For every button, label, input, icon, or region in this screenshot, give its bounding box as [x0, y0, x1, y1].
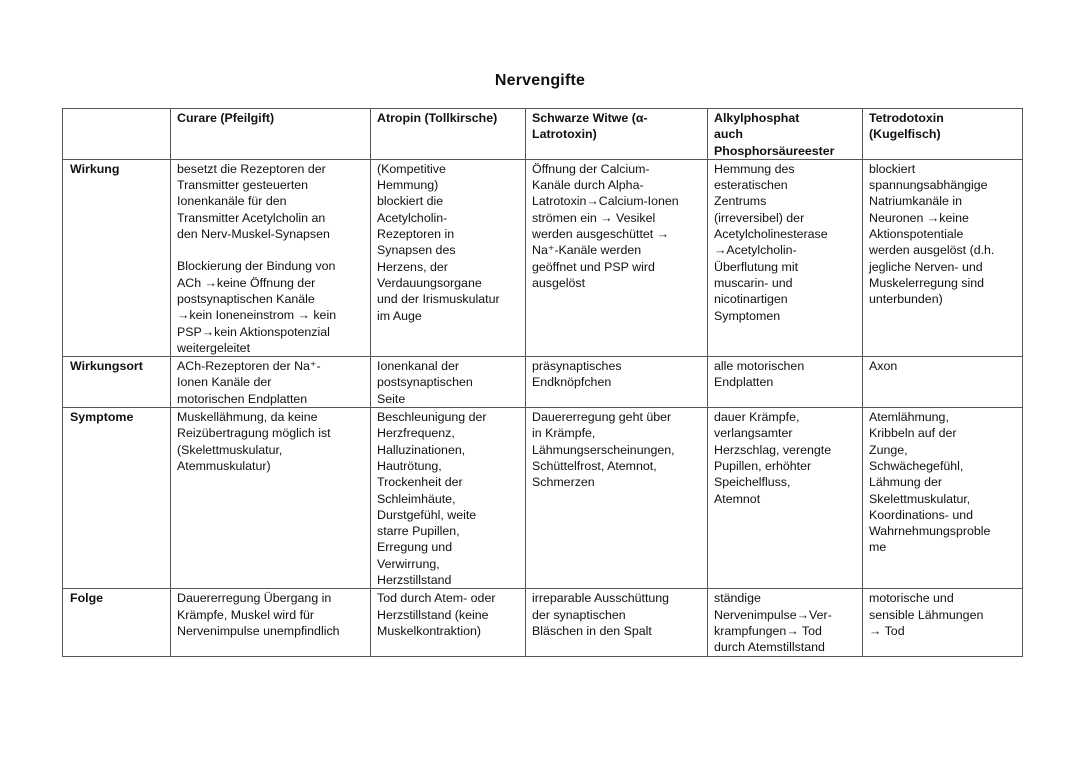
table-cell: [371, 357, 526, 408]
table-cell: [171, 159, 371, 356]
cell-text-line: →Acetylcholin-: [714, 243, 797, 258]
cell-text-line: nicotinartigen: [714, 292, 788, 307]
cell-text-line: Synapsen des: [377, 243, 456, 258]
row-label-folge: Folge: [63, 589, 171, 656]
cell-text-line: Ionen Kanäle der: [177, 375, 272, 390]
row-label-symptome: Symptome: [63, 408, 171, 589]
cell-text-line: starre Pupillen,: [377, 524, 460, 539]
header-cell-curare: [171, 109, 371, 160]
cell-text-line: unterbunden): [869, 292, 943, 307]
table-cell: [708, 408, 863, 589]
cell-text-line: werden ausgelöst (d.h.: [869, 243, 995, 258]
cell-text-line: Zentrums: [714, 194, 767, 209]
cell-text-line: postsynaptischen: [377, 375, 473, 390]
table-cell: [526, 159, 708, 356]
cell-text-line: Symptomen: [714, 308, 781, 323]
cell-text-line: Nervenimpulse→Ver-: [714, 607, 832, 622]
table-cell: [863, 408, 1023, 589]
table-row-symptome: [63, 408, 1023, 589]
row-label-wirkungsort: Wirkungsort: [63, 357, 171, 408]
cell-text-line: ACh-Rezeptoren der Na⁺-: [177, 359, 321, 374]
cell-text-line: →kein Ioneneinstrom → kein: [177, 308, 337, 323]
cell-text-line: blockiert: [869, 161, 916, 176]
cell-text-line: Verwirrung,: [377, 556, 440, 571]
cell-text-line: (Skelettmuskulatur,: [177, 442, 283, 457]
table-cell: [526, 357, 708, 408]
table-cell: [171, 357, 371, 408]
table-cell: [863, 589, 1023, 656]
cell-text-line: Tod durch Atem- oder: [377, 591, 496, 606]
cell-text-line: spannungsabhängige: [869, 178, 988, 193]
cell-text-line: den Nerv-Muskel-Synapsen: [177, 227, 330, 242]
cell-text-line: im Auge: [377, 308, 422, 323]
header-cell-schwarze-witwe: [526, 109, 708, 160]
cell-text-line: Skelettmuskulatur,: [869, 491, 971, 506]
table-cell: [526, 589, 708, 656]
cell-text-line: Rezeptoren in: [377, 227, 455, 242]
cell-text-line: Axon: [869, 359, 898, 374]
cell-text-line: in Krämpfe,: [532, 426, 596, 441]
cell-text-line: postsynaptischen Kanäle: [177, 291, 315, 306]
cell-text-line: Bläschen in den Spalt: [532, 623, 652, 638]
cell-text-line: Schwächegefühl,: [869, 458, 964, 473]
cell-text-line: Latrotoxin→Calcium-Ionen: [532, 194, 679, 209]
cell-text-line: Atemmuskulatur): [177, 458, 271, 473]
page-title: Nervengifte: [494, 72, 586, 89]
cell-text-line: durch Atemstillstand: [714, 640, 825, 655]
cell-text-line: Herzstillstand: [377, 573, 452, 588]
cell-text-line: Atropin (Tollkirsche): [377, 111, 498, 125]
cell-text-line: Herzens, der: [377, 259, 448, 274]
row-label-wirkung: Wirkung: [63, 159, 171, 356]
table-cell: [171, 408, 371, 589]
table-cell: [371, 408, 526, 589]
table-cell: [863, 159, 1023, 356]
cell-text-line: Speichelfluss,: [714, 475, 791, 490]
cell-text-line: Beschleunigung der: [377, 410, 487, 425]
table-cell: [708, 357, 863, 408]
cell-text-line: Dauererregung geht über: [532, 410, 672, 425]
cell-text-line: Dauererregung Übergang in: [177, 591, 332, 606]
cell-text-line: alle motorischen: [714, 359, 805, 374]
cell-text-line: Na⁺-Kanäle werden: [532, 243, 642, 258]
cell-text-line: Acetylcholin-: [377, 210, 448, 225]
cell-text-line: Verdauungsorgane: [377, 275, 482, 290]
cell-text-line: dauer Krämpfe,: [714, 410, 800, 425]
cell-text-line: weitergeleitet: [177, 340, 251, 355]
cell-text-line: (Kompetitive: [377, 161, 446, 176]
cell-text-line: Kribbeln auf der: [869, 426, 957, 441]
cell-text-line: Curare (Pfeilgift): [177, 111, 275, 125]
cell-text-line: Hautrötung,: [377, 458, 442, 473]
cell-text-line: sensible Lähmungen: [869, 607, 984, 622]
table-cell: [371, 589, 526, 656]
cell-text-line: blockiert die: [377, 194, 444, 209]
cell-text-line: Herzfrequenz,: [377, 426, 455, 441]
cell-text-line: → Tod: [869, 623, 905, 638]
cell-text-line: motorische und: [869, 591, 954, 606]
cell-text-line: geöffnet und PSP wird: [532, 259, 655, 274]
cell-text-line: esteratischen: [714, 178, 788, 193]
cell-text-line: Transmitter Acetylcholin an: [177, 210, 326, 225]
cell-text-line: PSP→kein Aktionspotenzial: [177, 324, 330, 339]
cell-text-line: und der Irismuskulatur: [377, 292, 500, 307]
cell-text-line: Kanäle durch Alpha-: [532, 178, 644, 193]
cell-text-line: Herzstillstand (keine: [377, 607, 489, 622]
cell-text-line: Krämpfe, Muskel wird für: [177, 607, 315, 622]
cell-text-line: Hemmung): [377, 178, 439, 193]
cell-text-line: präsynaptisches: [532, 359, 622, 374]
cell-text-line: Alkylphosphat: [714, 111, 800, 125]
table-row-wirkung: [63, 159, 1023, 356]
cell-text-line: Phosphorsäureester: [714, 143, 835, 158]
cell-text-line: Acetylcholinesterase: [714, 227, 828, 242]
cell-text-line: Halluzinationen,: [377, 442, 466, 457]
cell-text-line: Ionenkanäle für den: [177, 194, 287, 209]
cell-text-line: Trockenheit der: [377, 475, 463, 490]
table-cell: [708, 589, 863, 656]
table-row-folge: [63, 589, 1023, 656]
cell-text-line: Durstgefühl, weite: [377, 507, 477, 522]
cell-text-line: Endplatten: [714, 375, 774, 390]
table-row-wirkungsort: [63, 357, 1023, 408]
table-cell: [863, 357, 1023, 408]
cell-text-line: Hemmung des: [714, 161, 795, 176]
cell-text-line: Schüttelfrost, Atemnot,: [532, 458, 657, 473]
cell-text-line: Atemnot: [714, 491, 761, 506]
cell-text-line: Neuronen →keine: [869, 210, 969, 225]
cell-text-line: Muskelkontraktion): [377, 623, 481, 638]
cell-text-line: Muskellähmung, da keine: [177, 410, 318, 425]
table-cell: [708, 159, 863, 356]
cell-text-line: (Kugelfisch): [869, 127, 941, 142]
cell-text-line: Transmitter gesteuerten: [177, 178, 309, 193]
cell-text-line: ausgelöst: [532, 275, 586, 290]
cell-text-line: Nervenimpulse unempfindlich: [177, 623, 340, 638]
cell-text-line: auch: [714, 127, 743, 142]
cell-text-line: Koordinations- und: [869, 507, 974, 522]
cell-text-line: Pupillen, erhöhter: [714, 458, 812, 473]
cell-text-line: Erregung und: [377, 540, 453, 555]
cell-text-line: irreparable Ausschüttung: [532, 591, 670, 606]
header-cell-alkylphosphat: [708, 109, 863, 160]
table-header-row: [63, 109, 1023, 160]
cell-text-line: besetzt die Rezeptoren der: [177, 161, 326, 176]
header-cell-atropin: [371, 109, 526, 160]
cell-text-line: Schleimhäute,: [377, 491, 456, 506]
cell-text-line: Wahrnehmungsproble: [869, 524, 991, 539]
cell-text-line: Schwarze Witwe (α-: [532, 111, 648, 125]
cell-text-line: Lähmungserscheinungen,: [532, 442, 675, 457]
cell-text-line: ständige: [714, 591, 761, 606]
cell-text-line: me: [869, 540, 887, 555]
table-cell: [371, 159, 526, 356]
cell-text-line: verlangsamter: [714, 426, 793, 441]
cell-text-line: Seite: [377, 391, 406, 406]
cell-text-line: Latrotoxin): [532, 127, 597, 142]
cell-text-line: Endknöpfchen: [532, 375, 612, 390]
cell-text-line: werden ausgeschüttet →: [532, 227, 670, 242]
cell-text-line: (irreversibel) der: [714, 210, 805, 225]
header-corner-cell: [63, 109, 171, 160]
cell-text-line: motorischen Endplatten: [177, 391, 308, 406]
cell-text-line: Herzschlag, verengte: [714, 442, 832, 457]
table-cell: [171, 589, 371, 656]
cell-text-line: Zunge,: [869, 442, 908, 457]
cell-text-line: Tetrodotoxin: [869, 111, 944, 125]
cell-text-line: muscarin- und: [714, 275, 793, 290]
cell-text-line: Reizübertragung möglich ist: [177, 426, 331, 441]
cell-text-line: Blockierung der Bindung von: [177, 259, 336, 274]
cell-text-line: jegliche Nerven- und: [869, 259, 983, 274]
cell-text-line: [177, 242, 366, 258]
cell-text-line: der synaptischen: [532, 607, 626, 622]
cell-text-line: Aktionspotentiale: [869, 227, 964, 242]
cell-text-line: Muskelerregung sind: [869, 275, 985, 290]
cell-text-line: ACh →keine Öffnung der: [177, 275, 316, 290]
table-cell: [526, 408, 708, 589]
cell-text-line: strömen ein → Vesikel: [532, 210, 656, 225]
cell-text-line: Natriumkanäle in: [869, 194, 962, 209]
cell-text-line: Atemlähmung,: [869, 410, 949, 425]
cell-text-line: krampfungen→ Tod: [714, 623, 822, 638]
nerve-poisons-table: [62, 108, 1023, 657]
cell-text-line: Überflutung mit: [714, 259, 799, 274]
cell-text-line: Ionenkanal der: [377, 359, 459, 374]
header-cell-tetrodotoxin: [863, 109, 1023, 160]
cell-text-line: Lähmung der: [869, 475, 943, 490]
cell-text-line: Öffnung der Calcium-: [532, 161, 650, 176]
cell-text-line: Schmerzen: [532, 475, 595, 490]
